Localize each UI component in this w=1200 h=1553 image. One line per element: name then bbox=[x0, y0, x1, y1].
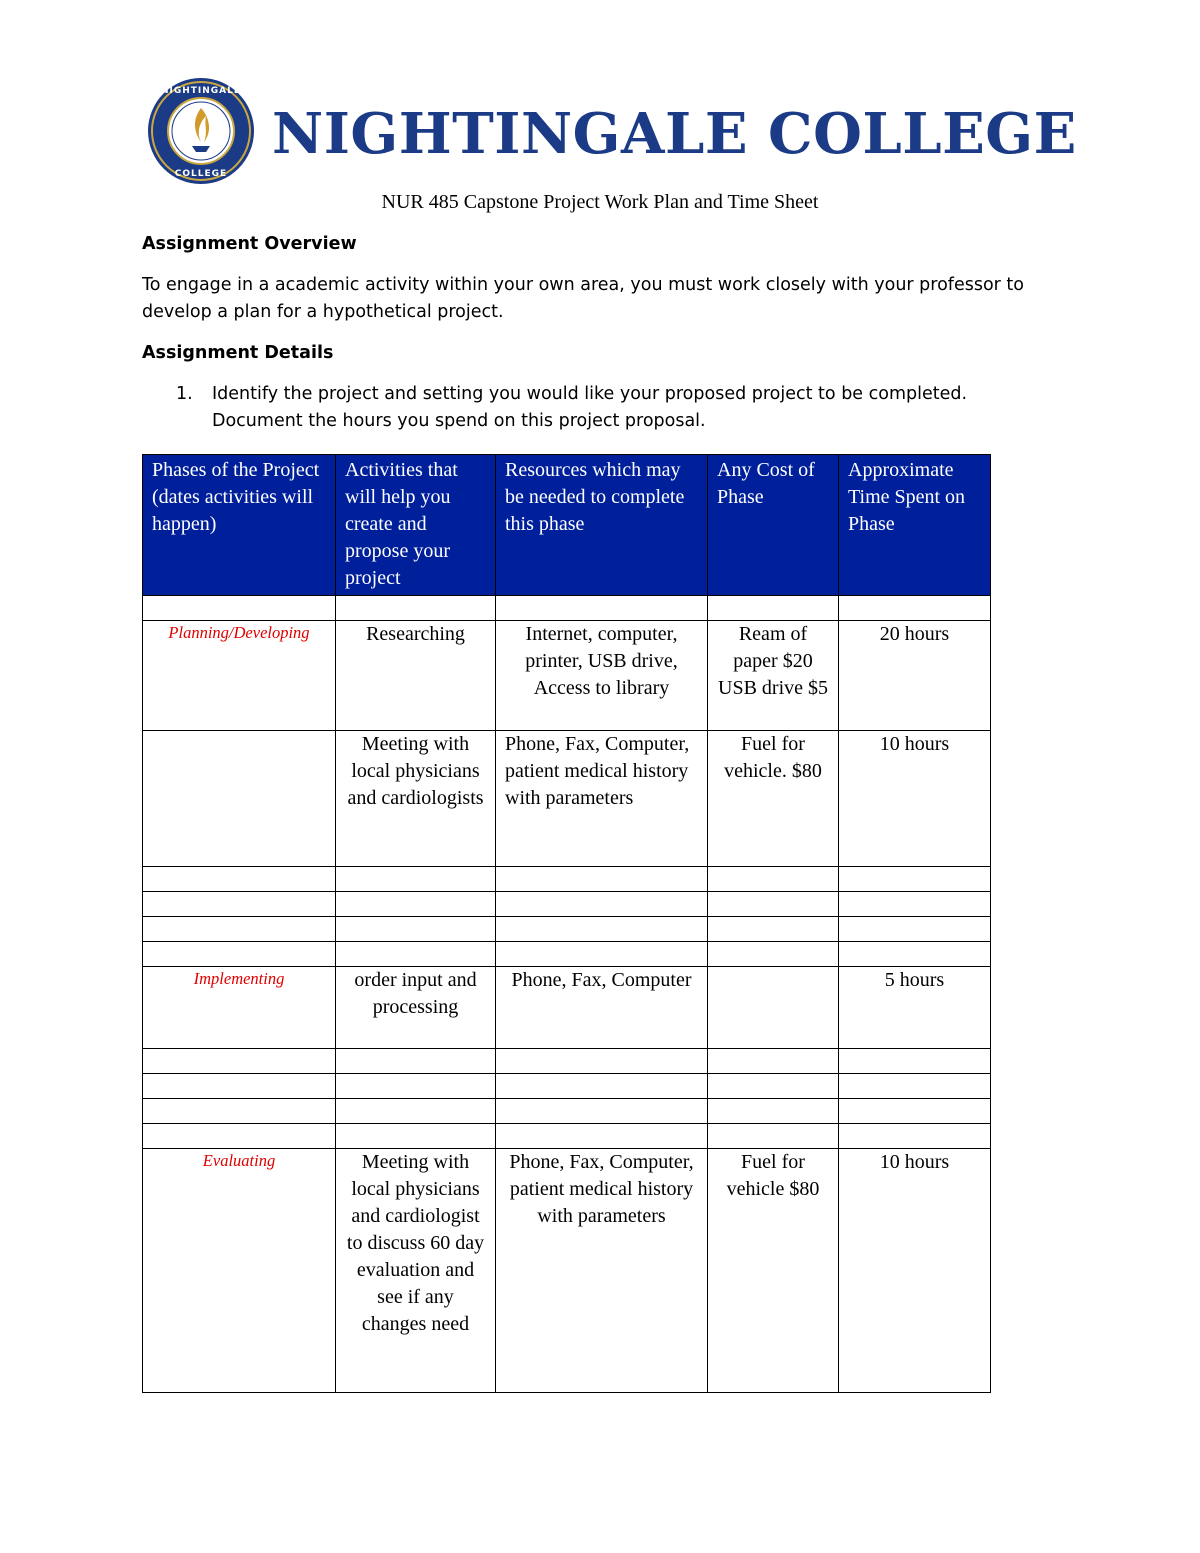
resources-cell: Internet, computer, printer, USB drive, Access to library bbox=[496, 621, 708, 731]
details-heading: Assignment Details bbox=[142, 343, 334, 363]
overview-text: To engage in a academic activity within your own area, you must work closely with your professor to develop a plan for a hypothetical project. bbox=[142, 275, 1024, 322]
header-resources: Resources which may be needed to complete this phase bbox=[496, 455, 708, 596]
table-row bbox=[143, 967, 991, 1049]
phase-cell: Evaluating bbox=[143, 1149, 336, 1393]
phase-cell bbox=[143, 731, 336, 867]
activity-cell: Meeting with local physicians and cardiologist to discuss 60 day evaluation and see if any changes need bbox=[336, 1149, 496, 1393]
table-row bbox=[143, 731, 991, 867]
header-time: Approximate Time Spent on Phase bbox=[839, 455, 991, 596]
activity-cell: Meeting with local physicians and cardiologists bbox=[336, 731, 496, 867]
activity-cell: Researching bbox=[336, 621, 496, 731]
overview-heading: Assignment Overview bbox=[142, 234, 357, 254]
time-cell: 20 hours bbox=[839, 621, 991, 731]
time-cell: 10 hours bbox=[839, 1149, 991, 1393]
college-seal-icon bbox=[146, 76, 256, 186]
svg-text:NIGHTINGALE: NIGHTINGALE bbox=[160, 86, 242, 96]
resources-cell: Phone, Fax, Computer, patient medical history with parameters bbox=[496, 1149, 708, 1393]
table-row-empty bbox=[143, 596, 991, 621]
college-name: NIGHTINGALE COLLEGE bbox=[272, 101, 1077, 167]
table-row-empty bbox=[143, 942, 991, 967]
work-plan-table bbox=[142, 454, 991, 1393]
table-row-empty bbox=[143, 867, 991, 892]
header-phases: Phases of the Project (dates activities will happen) bbox=[143, 455, 336, 596]
cost-cell: Fuel for vehicle $80 bbox=[708, 1149, 839, 1393]
list-text: Identify the project and setting you would like your proposed project to be completed. Document the hours you spend on this project proposal. bbox=[212, 384, 968, 431]
svg-text:COLLEGE: COLLEGE bbox=[174, 169, 228, 179]
cost-cell: Fuel for vehicle. $80 bbox=[708, 731, 839, 867]
time-cell: 5 hours bbox=[839, 967, 991, 1049]
phase-cell: Implementing bbox=[143, 967, 336, 1049]
phase-cell: Planning/Developing bbox=[143, 621, 336, 731]
cost-cell bbox=[708, 967, 839, 1049]
resources-cell: Phone, Fax, Computer, patient medical history with parameters bbox=[496, 731, 708, 867]
header-cost: Any Cost of Phase bbox=[708, 455, 839, 596]
table-row-empty bbox=[143, 1074, 991, 1099]
table-row-empty bbox=[143, 917, 991, 942]
table-row bbox=[143, 1149, 991, 1393]
table-row bbox=[143, 621, 991, 731]
document-title: NUR 485 Capstone Project Work Plan and Time Sheet bbox=[381, 191, 819, 213]
table-header-row bbox=[143, 455, 991, 596]
college-header bbox=[146, 76, 1077, 180]
list-number: 1. bbox=[176, 384, 193, 404]
resources-cell: Phone, Fax, Computer bbox=[496, 967, 708, 1049]
time-cell: 10 hours bbox=[839, 731, 991, 867]
table-row-empty bbox=[143, 1124, 991, 1149]
cost-cell: Ream of paper $20 USB drive $5 bbox=[708, 621, 839, 731]
table-row-empty bbox=[143, 1099, 991, 1124]
table-row-empty bbox=[143, 1049, 991, 1074]
table-row-empty bbox=[143, 892, 991, 917]
activity-cell: order input and processing bbox=[336, 967, 496, 1049]
header-activities: Activities that will help you create and propose your project bbox=[336, 455, 496, 596]
